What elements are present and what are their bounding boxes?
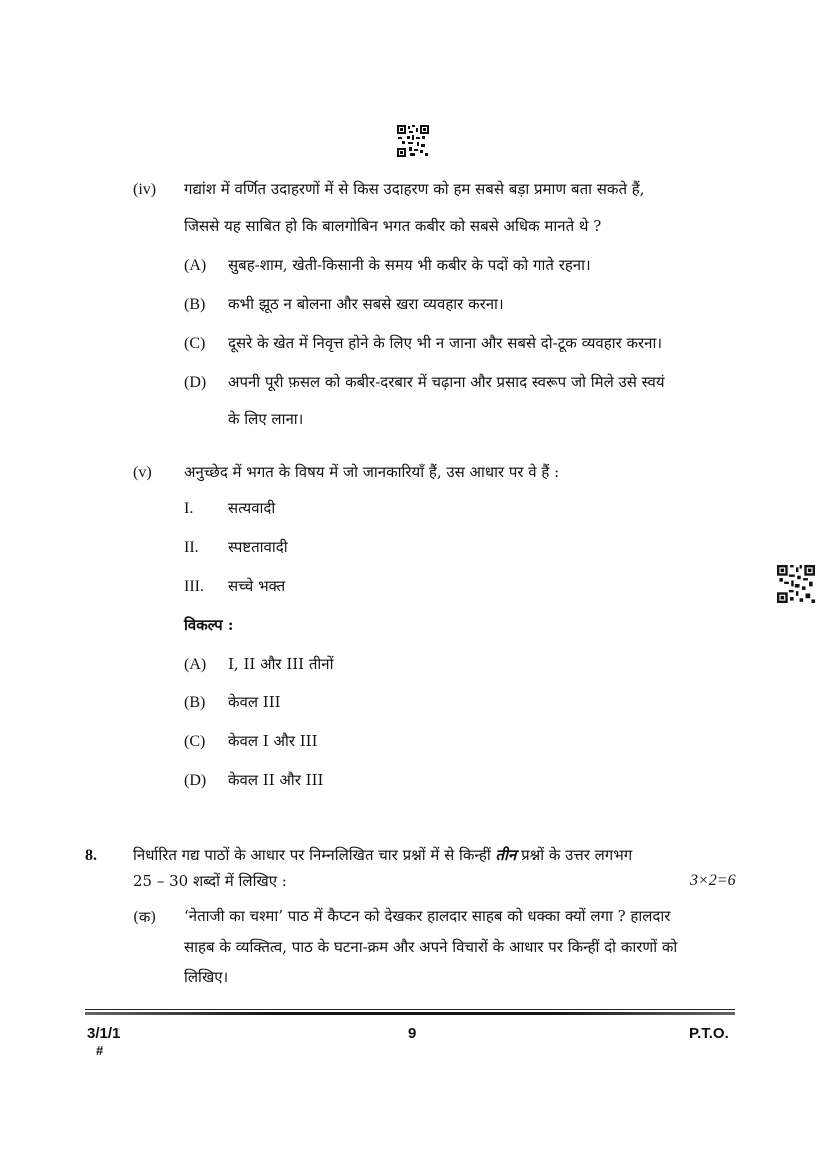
- q7-v-option-text: केवल III: [228, 693, 281, 711]
- q8-stem-pre: निर्धारित गद्य पाठों के आधार पर निम्नलिखित चार प्रश्नों में से किन्हीं: [133, 846, 496, 864]
- q7-iv-option-key: (C): [184, 335, 206, 352]
- paper-code-hash: #: [96, 1043, 104, 1058]
- choices-heading: विकल्प :: [184, 616, 234, 634]
- q7-iv-option-text: दूसरे के खेत में निवृत्त होने के लिए भी न जाना और सबसे दो-टूक व्यवहार करना।: [228, 334, 663, 352]
- q7-v-stem: अनुच्छेद में भगत के विषय में जो जानकारियाँ हैं, उस आधार पर वे हैं :: [184, 463, 560, 481]
- q7-iv-option-text: कभी झूठ न बोलना और सबसे खरा व्यवहार करना।: [228, 295, 504, 313]
- q7-iv-stem-line1: गद्यांश में वर्णित उदाहरणों में से किस उदाहरण को हम सबसे बड़ा प्रमाण बता सकते हैं,: [184, 180, 645, 198]
- q7-iv-label: (iv): [133, 181, 157, 198]
- q8-marks: 3×2=6: [690, 872, 736, 889]
- q7-v-option-key: (B): [184, 694, 206, 711]
- q7-v-option-key: (C): [184, 733, 206, 750]
- statement-text: स्पष्टतावादी: [228, 538, 288, 556]
- footer-rule-thick: [85, 1012, 735, 1015]
- q7-iv-option-key: (D): [184, 374, 207, 391]
- qr-code-top: [397, 125, 429, 157]
- q7-v-option-text: I, II और III तीनों: [228, 655, 334, 673]
- q8-ka-line2: साहब के व्यक्तित्व, पाठ के घटना-क्रम और अपने विचारों के आधार पर किन्हीं दो कारणों को: [184, 938, 678, 956]
- q7-iv-option-text: सुबह-शाम, खेती-किसानी के समय भी कबीर के पदों को गाते रहना।: [228, 256, 591, 274]
- q7-v-option-key: (A): [184, 656, 207, 673]
- footer-rule-top: [85, 1009, 735, 1010]
- q7-iv-option-key: (B): [184, 296, 206, 313]
- statement-key: I.: [184, 500, 194, 517]
- q8-stem-line2: 25 – 30 शब्दों में लिखिए :: [133, 872, 287, 890]
- q7-iv-option-key: (A): [184, 257, 207, 274]
- q8-stem-line1: [133, 845, 708, 865]
- q7-v-option-text: केवल II और III: [228, 771, 324, 789]
- pto-label: P.T.O.: [689, 1025, 729, 1042]
- q8-ka-line1: ‘नेताजी का चश्मा’ पाठ में कैप्टन को देखकर हालदार साहब को धक्का क्यों लगा ? हालदार: [184, 907, 671, 925]
- statement-key: II.: [184, 539, 199, 556]
- statement-text: सत्यवादी: [228, 499, 276, 517]
- qr-code-side: [777, 565, 815, 603]
- page-number: 9: [408, 1025, 417, 1042]
- q7-v-option-key: (D): [184, 772, 207, 789]
- q8-stem-emphasis: तीन: [495, 846, 517, 864]
- statement-key: III.: [184, 578, 204, 595]
- paper-code: 3/1/1: [87, 1025, 121, 1042]
- q7-iv-option-text-cont: के लिए लाना।: [228, 410, 304, 428]
- q7-v-option-text: केवल I और III: [228, 732, 318, 750]
- q8-stem-post: प्रश्नों के उत्तर लगभग: [516, 846, 633, 864]
- q7-iv-stem-line2: जिससे यह साबित हो कि बालगोबिन भगत कबीर को सबसे अधिक मानते थे ?: [184, 217, 602, 235]
- q7-v-label: (v): [133, 464, 152, 481]
- statement-text: सच्चे भक्त: [228, 577, 286, 595]
- q8-number: 8.: [85, 847, 97, 864]
- q7-iv-option-text: अपनी पूरी फ़सल को कबीर-दरबार में चढ़ाना और प्रसाद स्वरूप जो मिले उसे स्वयं: [228, 373, 665, 391]
- q8-ka-label: (क): [133, 908, 157, 926]
- q8-ka-line3: लिखिए।: [184, 968, 229, 986]
